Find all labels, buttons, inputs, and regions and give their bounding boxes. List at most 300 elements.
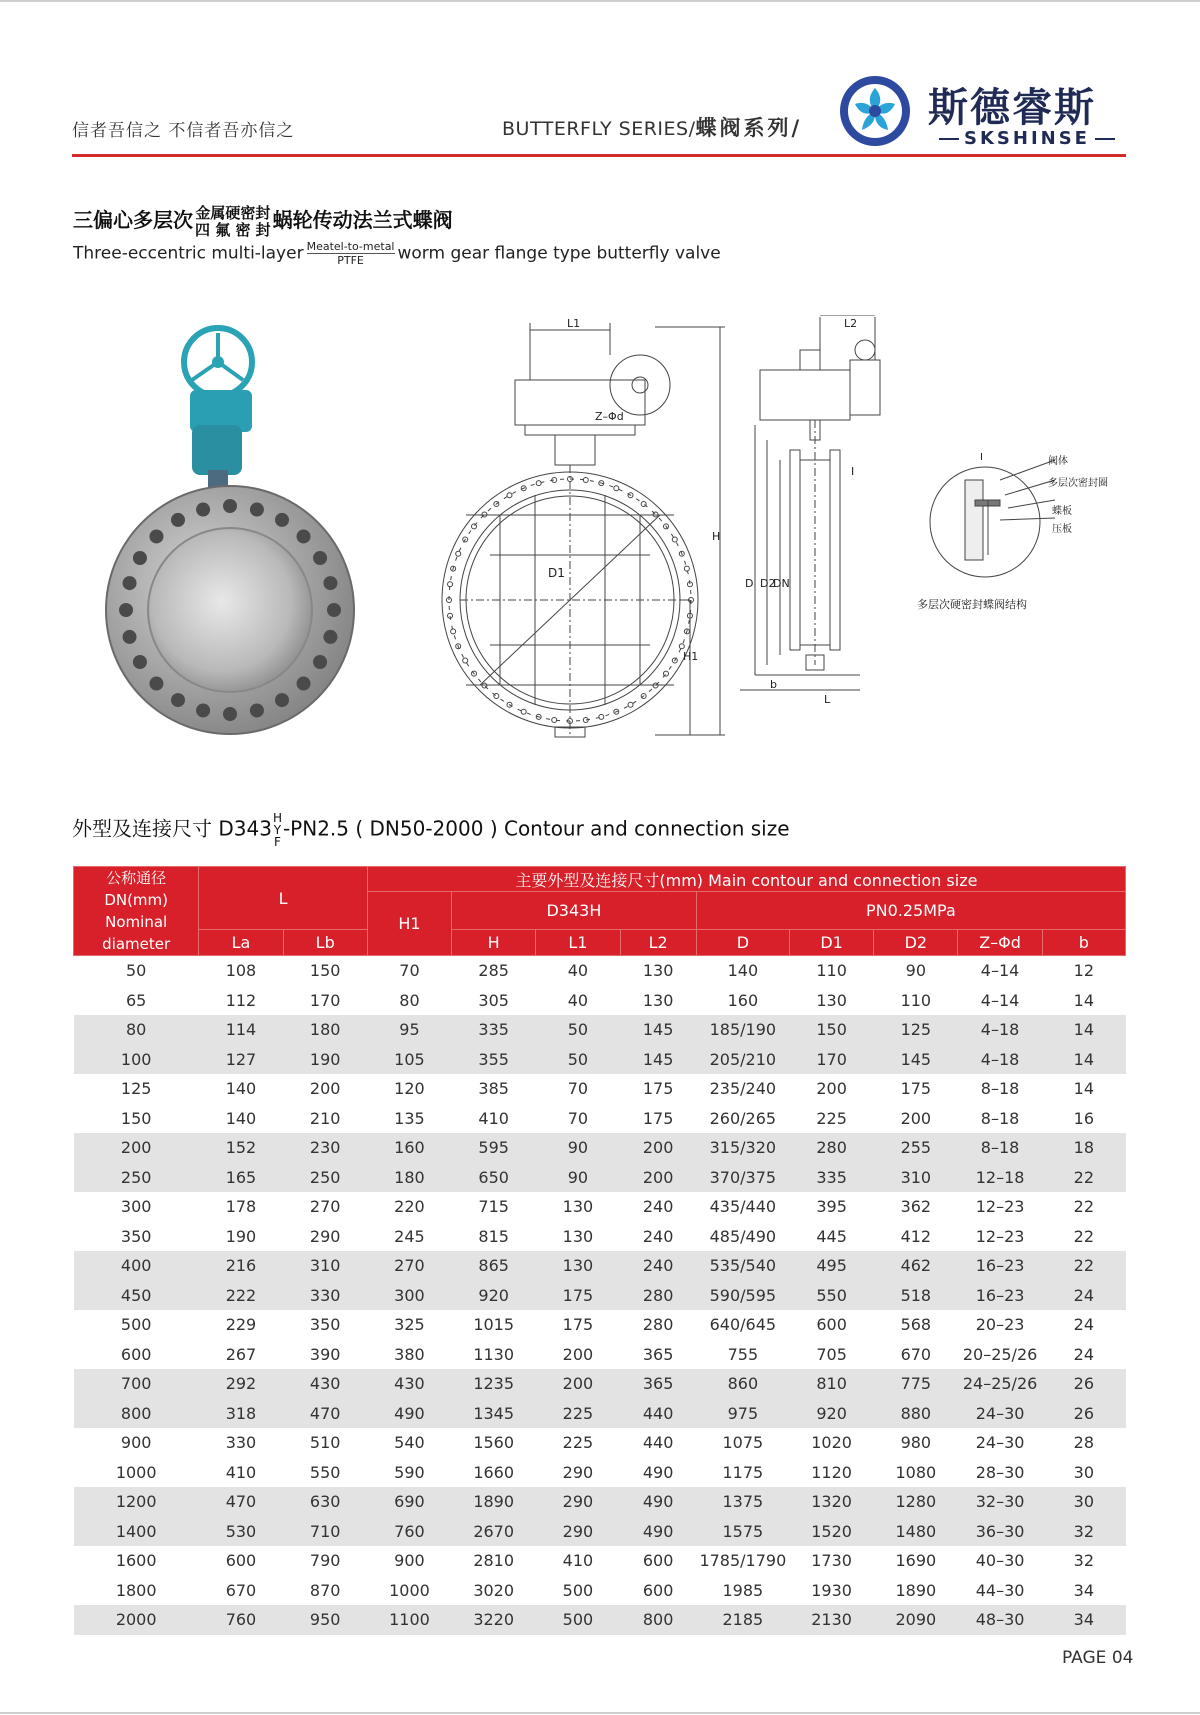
table-cell: 900 [394, 1551, 425, 1571]
table-cell: 90 [536, 1133, 620, 1163]
table-cell: 975 [696, 1399, 789, 1429]
table-cell: 80 [399, 990, 420, 1010]
table-cell: 440 [620, 1399, 696, 1429]
table-cell: 120 [394, 1079, 425, 1099]
bolt-hole [297, 529, 311, 543]
table-cell: 180 [367, 1163, 451, 1193]
table-cell: 16–23 [958, 1281, 1042, 1311]
table-cell: 280 [789, 1133, 873, 1163]
table-row [74, 1222, 1126, 1252]
table-cell: 280 [642, 1315, 674, 1335]
header-pn-group: PN0.25MPa [696, 892, 1125, 930]
table-cell: 290 [536, 1517, 620, 1547]
table-row [74, 1340, 1126, 1370]
flange-hole [494, 693, 499, 698]
flange-hole [456, 551, 461, 556]
detail-label-I: I [980, 452, 983, 463]
table-cell: 1785/1790 [699, 1551, 787, 1571]
table-cell: 260/265 [709, 1108, 777, 1128]
dim-label-D2: D2 [760, 577, 776, 590]
table-cell: 16–23 [958, 1251, 1042, 1281]
table-cell: 590/595 [696, 1281, 789, 1311]
table-cell: 500 [562, 1580, 594, 1600]
table-cell: 755 [727, 1344, 759, 1364]
table-row [74, 1310, 1126, 1340]
table-cell: 165 [199, 1163, 283, 1193]
table-cell: 140 [225, 1108, 257, 1128]
header-lb: Lb [283, 930, 367, 956]
table-cell: 95 [367, 1015, 451, 1045]
table-cell: 1575 [696, 1517, 789, 1547]
table-cell: 240 [620, 1251, 696, 1281]
table-row [74, 1281, 1126, 1311]
bolt-hole [250, 503, 264, 517]
table-cell: 920 [452, 1281, 536, 1311]
table-cell: 490 [642, 1462, 674, 1482]
flange-hole [628, 702, 633, 707]
brand-logo-icon [838, 74, 912, 148]
table-cell: 44–30 [975, 1580, 1025, 1600]
table-cell: 24–30 [975, 1433, 1025, 1453]
table-cell: 130 [642, 990, 674, 1010]
table-cell: 490 [620, 1517, 696, 1547]
table-cell: 950 [283, 1605, 367, 1635]
table-cell: 50 [125, 961, 147, 981]
table-cell: 270 [309, 1197, 341, 1217]
dim-label-H1: H1 [683, 650, 699, 663]
table-cell: 30 [1073, 1462, 1095, 1482]
header-l2: L2 [620, 930, 696, 956]
bolt-hole [119, 603, 133, 617]
table-cell: 20–25/26 [962, 1344, 1038, 1364]
table-cell: 34 [1042, 1605, 1125, 1635]
table-cell: 48–30 [958, 1605, 1042, 1635]
table-row [74, 986, 1126, 1016]
valve-side-drawing [740, 315, 940, 755]
product-title-en [73, 240, 721, 267]
table-cell: 270 [367, 1251, 451, 1281]
table-cell: 127 [199, 1045, 283, 1075]
seal-detail-drawing [920, 440, 1130, 620]
flange-hole [583, 478, 588, 483]
bolt-hole [327, 603, 341, 617]
series-title [502, 112, 802, 142]
table-cell: 245 [394, 1226, 425, 1246]
table-cell: 4–18 [958, 1045, 1042, 1075]
title-cn-stack-top: 金属硬密封 [195, 203, 271, 222]
table-cell: 670 [225, 1580, 257, 1600]
variant-y: Y [273, 823, 282, 837]
bolt-hole [223, 707, 237, 721]
table-cell: 518 [874, 1281, 958, 1311]
table-cell: 14 [1042, 1015, 1125, 1045]
table-cell: 175 [642, 1079, 674, 1099]
table-cell: 1985 [722, 1580, 764, 1600]
header-h: H [452, 930, 536, 956]
variant-f: F [274, 835, 281, 849]
table-cell: 280 [620, 1281, 696, 1311]
table-cell: 860 [696, 1369, 789, 1399]
table-cell: 28–30 [975, 1462, 1025, 1482]
title-cn-stack [195, 205, 271, 239]
table-cell: 2130 [789, 1605, 873, 1635]
table-cell: 175 [642, 1108, 674, 1128]
table-cell: 14 [1042, 1045, 1125, 1075]
table-cell: 1075 [722, 1433, 764, 1453]
table-cell: 100 [74, 1045, 199, 1075]
table-cell: 1890 [452, 1487, 536, 1517]
table-cell: 1000 [389, 1580, 430, 1600]
table-cell: 26 [1042, 1369, 1125, 1399]
bolt-hole [275, 693, 289, 707]
table-cell: 395 [816, 1197, 847, 1217]
table-cell: 8–18 [980, 1079, 1020, 1099]
table-cell: 4–18 [958, 1015, 1042, 1045]
table-cell: 110 [900, 990, 932, 1010]
legend-seal-ring: 多层次密封圈 [1048, 478, 1108, 489]
table-cell: 24–30 [958, 1399, 1042, 1429]
table-cell: 1520 [789, 1517, 873, 1547]
table-cell: 310 [874, 1163, 958, 1193]
table-cell: 690 [367, 1487, 451, 1517]
table-row [74, 1576, 1126, 1606]
table-cell: 40 [567, 961, 589, 981]
table-cell: 12–23 [975, 1197, 1025, 1217]
table-cell: 12–23 [975, 1226, 1025, 1246]
table-cell: 222 [199, 1281, 283, 1311]
table-cell: 40–30 [975, 1551, 1025, 1571]
table-cell: 410 [562, 1551, 594, 1571]
table-cell: 26 [1042, 1399, 1125, 1429]
table-cell: 150 [789, 1015, 873, 1045]
table-cell: 390 [309, 1344, 341, 1364]
table-cell: 112 [225, 990, 257, 1010]
table-cell: 2810 [473, 1551, 515, 1571]
table-cell: 28 [1073, 1433, 1095, 1453]
table-cell: 1100 [367, 1605, 451, 1635]
table-cell: 1660 [473, 1462, 515, 1482]
flange-hole [641, 502, 646, 507]
table-cell: 145 [874, 1045, 958, 1075]
flange-hole [614, 486, 619, 491]
table-cell: 1730 [811, 1551, 852, 1571]
table-cell: 300 [120, 1197, 152, 1217]
table-cell: 250 [74, 1163, 199, 1193]
table-cell: 180 [283, 1015, 367, 1045]
table-cell: 2185 [696, 1605, 789, 1635]
table-title [72, 812, 790, 848]
dim-label-I: I [851, 465, 855, 478]
table-cell: 50 [536, 1015, 620, 1045]
product-title-cn [73, 204, 453, 239]
bolt-hole [171, 513, 185, 527]
table-cell: 1175 [722, 1462, 764, 1482]
table-cell: 250 [283, 1163, 367, 1193]
table-cell: 200 [562, 1344, 594, 1364]
table-cell: 2000 [74, 1605, 199, 1635]
table-cell: 150 [120, 1108, 152, 1128]
table-cell: 315/320 [696, 1133, 789, 1163]
legend-disc: 蝶板 [1052, 506, 1072, 517]
title-cn-part1: 三偏心多层次 [73, 208, 193, 232]
table-cell: 130 [536, 1251, 620, 1281]
table-row [74, 1133, 1126, 1163]
table-cell: 410 [478, 1108, 509, 1128]
table-cell: 500 [120, 1315, 152, 1335]
bolt-hole [223, 499, 237, 513]
table-cell: 200 [309, 1079, 341, 1099]
dim-label-L2: L2 [844, 317, 858, 330]
table-cell: 32 [1073, 1551, 1095, 1571]
table-cell: 700 [74, 1369, 199, 1399]
table-cell: 412 [900, 1226, 932, 1246]
table-cell: 200 [620, 1133, 696, 1163]
table-cell: 362 [900, 1197, 932, 1217]
table-cell: 1890 [895, 1580, 937, 1600]
header-h1: H1 [367, 892, 451, 956]
table-cell: 267 [225, 1344, 257, 1364]
table-cell: 810 [789, 1369, 873, 1399]
table-cell: 590 [394, 1462, 425, 1482]
table-cell: 200 [74, 1133, 199, 1163]
bolt-hole [171, 693, 185, 707]
table-cell: 1400 [74, 1517, 199, 1547]
table-cell: 32–30 [958, 1487, 1042, 1517]
table-cell: 380 [394, 1344, 425, 1364]
table-cell: 370/375 [696, 1163, 789, 1193]
table-cell: 490 [620, 1487, 696, 1517]
table-row [74, 1163, 1126, 1193]
table-cell: 12 [1073, 961, 1095, 981]
dim-label-L: L [824, 693, 831, 706]
table-cell: 385 [478, 1079, 509, 1099]
table-cell: 130 [642, 961, 674, 981]
bolt-hole [297, 677, 311, 691]
table-cell: 705 [816, 1344, 847, 1364]
table-cell: 600 [642, 1551, 674, 1571]
header-d: D [696, 930, 789, 956]
brand-name-en: SKSHINSE [934, 128, 1120, 149]
table-cell: 255 [874, 1133, 958, 1163]
model-variant-stack [273, 812, 282, 848]
table-cell: 108 [225, 961, 257, 981]
table-cell: 350 [309, 1315, 341, 1335]
table-cell: 510 [309, 1433, 341, 1453]
variant-h: H [272, 811, 282, 825]
dim-label-H: H [712, 530, 721, 543]
flange-hole [463, 658, 468, 663]
valve-photo [100, 325, 370, 745]
table-cell: 190 [225, 1226, 257, 1246]
table-cell: 865 [452, 1251, 536, 1281]
table-cell: 800 [74, 1399, 199, 1429]
table-cell: 2670 [452, 1517, 536, 1547]
table-cell: 600 [816, 1315, 847, 1335]
flange-hole [679, 644, 684, 649]
table-cell: 4–14 [980, 990, 1020, 1010]
bolt-hole [275, 513, 289, 527]
table-cell: 350 [120, 1226, 152, 1246]
table-cell: 235/240 [709, 1079, 777, 1099]
table-cell: 22 [1042, 1163, 1125, 1193]
table-cell: 335 [789, 1163, 873, 1193]
flange-hole [653, 512, 658, 517]
title-cn-stack-bottom: 四 氟 密 封 [195, 220, 271, 239]
table-row [74, 1104, 1126, 1134]
title-cn-part2: 蜗轮传动法兰式蝶阀 [272, 208, 453, 232]
table-cell: 16 [1073, 1108, 1095, 1128]
table-cell: 530 [199, 1517, 283, 1547]
table-cell: 8–18 [958, 1133, 1042, 1163]
table-cell: 80 [74, 1015, 199, 1045]
table-row [74, 1074, 1126, 1104]
table-cell: 175 [562, 1315, 594, 1335]
table-cell: 535/540 [696, 1251, 789, 1281]
table-cell: 90 [536, 1163, 620, 1193]
table-cell: 40 [567, 990, 589, 1010]
table-cell: 290 [536, 1487, 620, 1517]
table-row [74, 1369, 1126, 1399]
table-cell: 285 [478, 961, 509, 981]
table-cell: 220 [394, 1197, 425, 1217]
flange-hole [472, 524, 477, 529]
table-cell: 670 [900, 1344, 932, 1364]
table-cell: 22 [1073, 1226, 1095, 1246]
table-cell: 70 [399, 961, 420, 981]
table-cell: 355 [452, 1045, 536, 1075]
table-cell: 110 [816, 961, 847, 981]
table-cell: 65 [125, 990, 147, 1010]
flange-hole [482, 512, 487, 517]
brand-name-cn: 斯德睿斯 [928, 85, 1096, 131]
table-cell: 330 [283, 1281, 367, 1311]
table-row [74, 1458, 1126, 1488]
title-en-stack-bottom: PTFE [337, 254, 364, 267]
table-cell: 50 [536, 1045, 620, 1075]
top-border [0, 0, 1200, 2]
table-cell: 550 [309, 1462, 341, 1482]
table-cell: 185/190 [696, 1015, 789, 1045]
table-cell: 1345 [452, 1399, 536, 1429]
table-cell: 490 [367, 1399, 451, 1429]
dim-label-b: b [770, 678, 777, 691]
table-cell: 1480 [874, 1517, 958, 1547]
table-cell: 1015 [473, 1315, 515, 1335]
table-cell: 24 [1073, 1315, 1095, 1335]
flange-hole [663, 671, 668, 676]
table-cell: 175 [900, 1079, 932, 1099]
table-cell: 790 [309, 1551, 341, 1571]
table-cell: 22 [1042, 1251, 1125, 1281]
table-cell: 815 [478, 1226, 509, 1246]
table-cell: 225 [536, 1399, 620, 1429]
table-cell: 430 [283, 1369, 367, 1399]
table-cell: 568 [900, 1315, 932, 1335]
table-cell: 1235 [452, 1369, 536, 1399]
dimension-table [73, 866, 1126, 1635]
table-cell: 190 [283, 1045, 367, 1075]
table-cell: 325 [394, 1315, 425, 1335]
table-cell: 20–23 [975, 1315, 1025, 1335]
table-title-part1: 外型及连接尺寸 D343 [72, 816, 272, 841]
table-cell: 32 [1042, 1517, 1125, 1547]
table-cell: 12–18 [958, 1163, 1042, 1193]
table-cell: 210 [309, 1108, 341, 1128]
bolt-hole [133, 551, 147, 565]
table-cell: 225 [562, 1433, 594, 1453]
bolt-hole [313, 551, 327, 565]
bolt-hole [123, 630, 137, 644]
table-cell: 24–25/26 [958, 1369, 1042, 1399]
flange-hole [599, 714, 604, 719]
table-cell: 200 [900, 1108, 932, 1128]
table-cell: 500 [536, 1605, 620, 1635]
table-cell: 1560 [473, 1433, 515, 1453]
table-cell: 650 [452, 1163, 536, 1193]
table-cell: 216 [199, 1251, 283, 1281]
flange-hole [552, 717, 557, 722]
table-cell: 205/210 [696, 1045, 789, 1075]
table-cell: 330 [225, 1433, 257, 1453]
header-dn-mm: DN(mm) [104, 891, 169, 909]
table-cell: 300 [367, 1281, 451, 1311]
table-cell: 800 [620, 1605, 696, 1635]
table-cell: 200 [816, 1079, 847, 1099]
table-cell: 1375 [696, 1487, 789, 1517]
table-row [74, 1605, 1126, 1635]
table-cell: 160 [727, 990, 759, 1010]
table-cell: 485/490 [709, 1226, 777, 1246]
table-cell: 230 [283, 1133, 367, 1163]
table-cell: 140 [225, 1079, 257, 1099]
flange-hole [451, 629, 456, 634]
table-cell: 125 [874, 1015, 958, 1045]
table-cell: 130 [562, 1226, 594, 1246]
table-cell: 435/440 [709, 1197, 777, 1217]
table-cell: 225 [816, 1108, 847, 1128]
title-en-part1: Three-eccentric multi-layer [73, 243, 304, 264]
table-cell: 8–18 [980, 1108, 1020, 1128]
dim-label-Z: Z–Φd [595, 410, 624, 423]
table-row [74, 1045, 1126, 1075]
table-cell: 600 [120, 1344, 152, 1364]
table-row [74, 1192, 1126, 1222]
table-cell: 240 [642, 1226, 674, 1246]
header-z: Z–Φd [958, 930, 1042, 956]
table-cell: 135 [394, 1108, 425, 1128]
header-divider [72, 154, 1126, 157]
table-cell: 715 [478, 1197, 509, 1217]
table-body [74, 956, 1126, 1635]
table-cell: 550 [789, 1281, 873, 1311]
table-cell: 775 [874, 1369, 958, 1399]
table-cell: 114 [199, 1015, 283, 1045]
table-cell: 140 [727, 961, 759, 981]
header-d1: D1 [789, 930, 873, 956]
table-cell: 22 [1073, 1197, 1095, 1217]
flange-hole [684, 566, 689, 571]
table-cell: 630 [283, 1487, 367, 1517]
table-cell: 1600 [115, 1551, 157, 1571]
bolt-hole [323, 576, 337, 590]
table-row [74, 1546, 1126, 1576]
bottom-border [0, 1712, 1200, 1714]
table-cell: 105 [367, 1045, 451, 1075]
bolt-hole [123, 576, 137, 590]
table-cell: 1800 [115, 1580, 157, 1600]
table-cell: 870 [309, 1580, 341, 1600]
table-cell: 3020 [473, 1580, 515, 1600]
